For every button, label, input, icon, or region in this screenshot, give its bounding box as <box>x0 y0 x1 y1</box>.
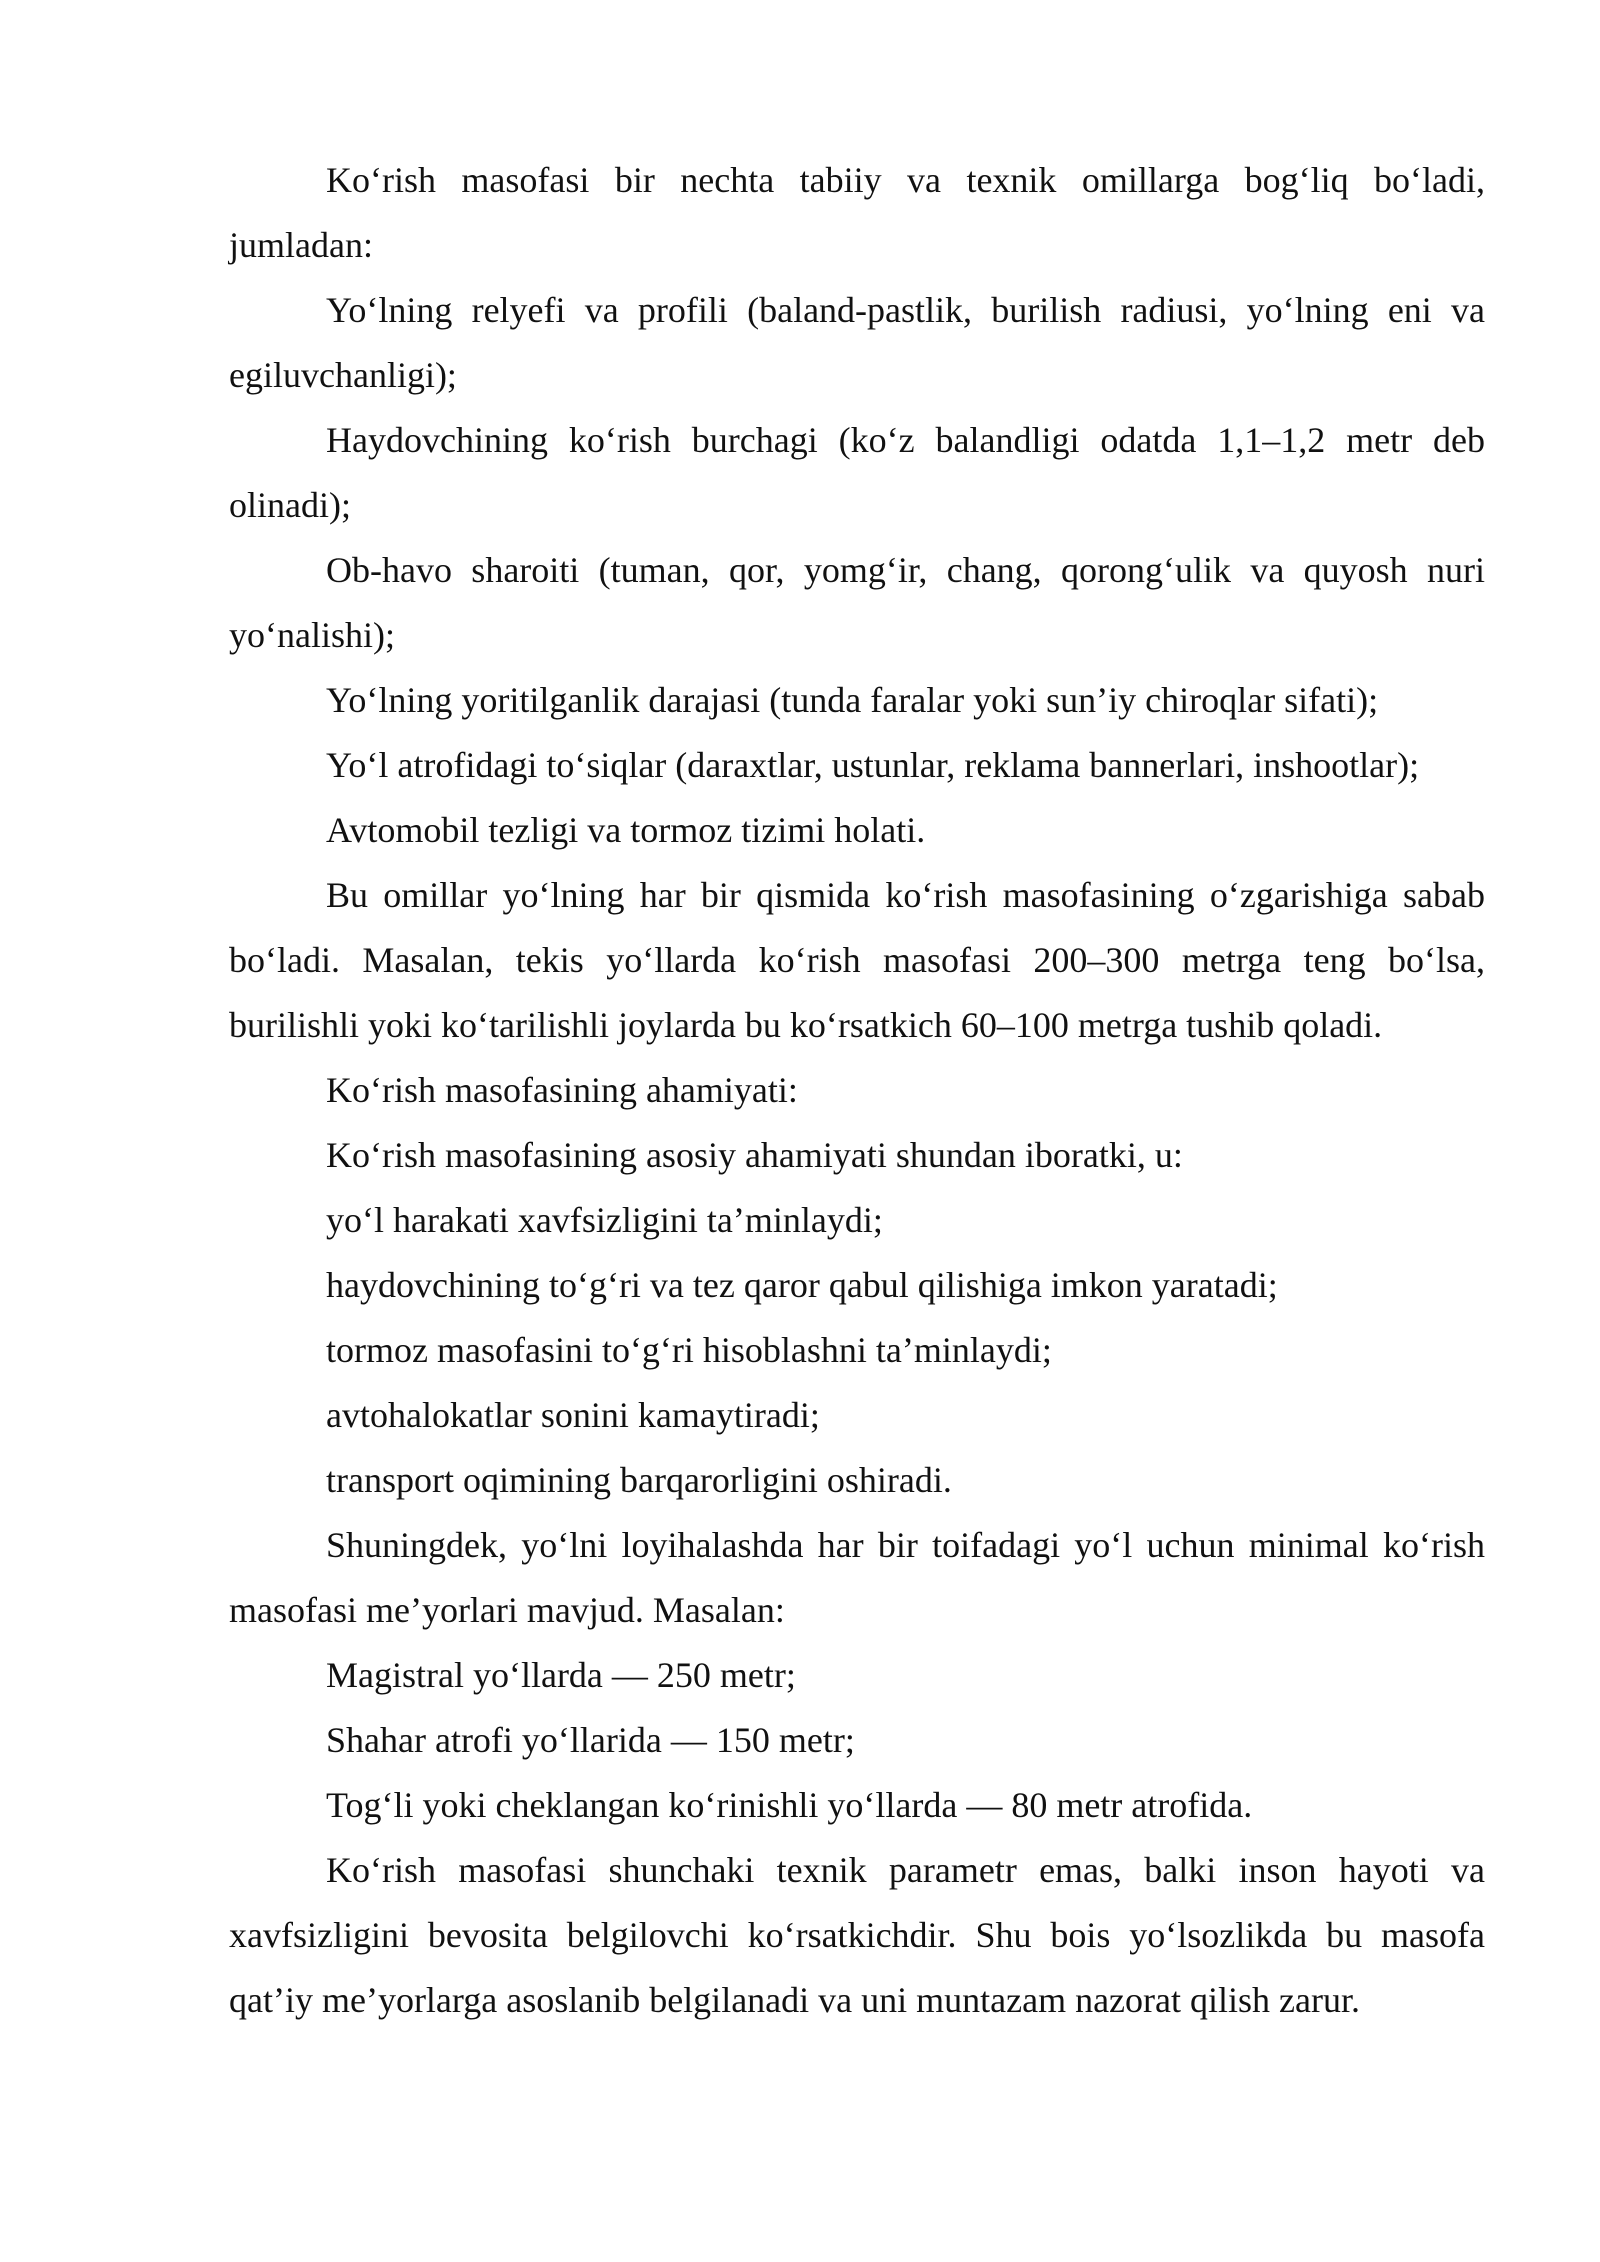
paragraph: Shuningdek, yoʻlni loyihalashda har bir toifadagi yoʻl uchun minimal koʻrish masofasi me’yorlari mavjud. Masalan: <box>229 1525 1485 1630</box>
paragraph: Yoʻlning relyefi va profili (baland-pastlik, burilish radiusi, yoʻlning eni va egiluvchanligi); <box>229 290 1485 395</box>
paragraph: Koʻrish masofasi shunchaki texnik parametr emas, balki inson hayoti va xavfsizligini bevosita belgilovchi koʻrsatkichdir. Shu bois yoʻlsozlikda bu masofa qat’iy me’yorlarga asoslanib belgilanadi va uni muntazam nazorat qilish zarur. <box>229 1850 1485 2020</box>
section-heading: Koʻrish masofasining ahamiyati: <box>326 1070 798 1110</box>
paragraph: Avtomobil tezligi va tormoz tizimi holati. <box>326 810 926 850</box>
list-item: avtohalokatlar sonini kamaytiradi; <box>326 1395 820 1435</box>
list-item: transport oqimining barqarorligini oshiradi. <box>326 1460 952 1500</box>
list-item: Magistral yoʻllarda — 250 metr; <box>326 1655 796 1695</box>
paragraph: Koʻrish masofasining asosiy ahamiyati shundan iboratki, u: <box>326 1135 1183 1175</box>
paragraph: Ob-havo sharoiti (tuman, qor, yomgʻir, chang, qorongʻulik va quyosh nuri yoʻnalishi); <box>229 550 1485 655</box>
paragraph: Bu omillar yoʻlning har bir qismida koʻrish masofasining oʻzgarishiga sabab boʻladi. Masalan, tekis yoʻllarda koʻrish masofasi 200–300 metrga teng boʻlsa, burilishli yoki koʻtarilishli joylarda bu koʻrsatkich 60–100 metrga tushib qoladi. <box>229 875 1485 1045</box>
paragraph: Haydovchining koʻrish burchagi (koʻz balandligi odatda 1,1–1,2 metr deb olinadi); <box>229 420 1485 525</box>
list-item: yoʻl harakati xavfsizligini ta’minlaydi; <box>326 1200 883 1240</box>
paragraph: Yoʻl atrofidagi toʻsiqlar (daraxtlar, ustunlar, reklama bannerlari, inshootlar); <box>326 745 1420 785</box>
paragraph: Koʻrish masofasi bir nechta tabiiy va texnik omillarga bogʻliq boʻladi, jumladan: <box>229 160 1485 265</box>
paragraph: Yoʻlning yoritilganlik darajasi (tunda faralar yoki sun’iy chiroqlar sifati); <box>326 680 1379 720</box>
list-item: Togʻli yoki cheklangan koʻrinishli yoʻllarda — 80 metr atrofida. <box>326 1785 1253 1825</box>
list-item: haydovchining toʻgʻri va tez qaror qabul qilishiga imkon yaratadi; <box>326 1265 1278 1305</box>
document-body <box>229 148 1485 2033</box>
list-item: tormoz masofasini toʻgʻri hisoblashni ta’minlaydi; <box>326 1330 1052 1370</box>
list-item: Shahar atrofi yoʻllarida — 150 metr; <box>326 1720 855 1760</box>
